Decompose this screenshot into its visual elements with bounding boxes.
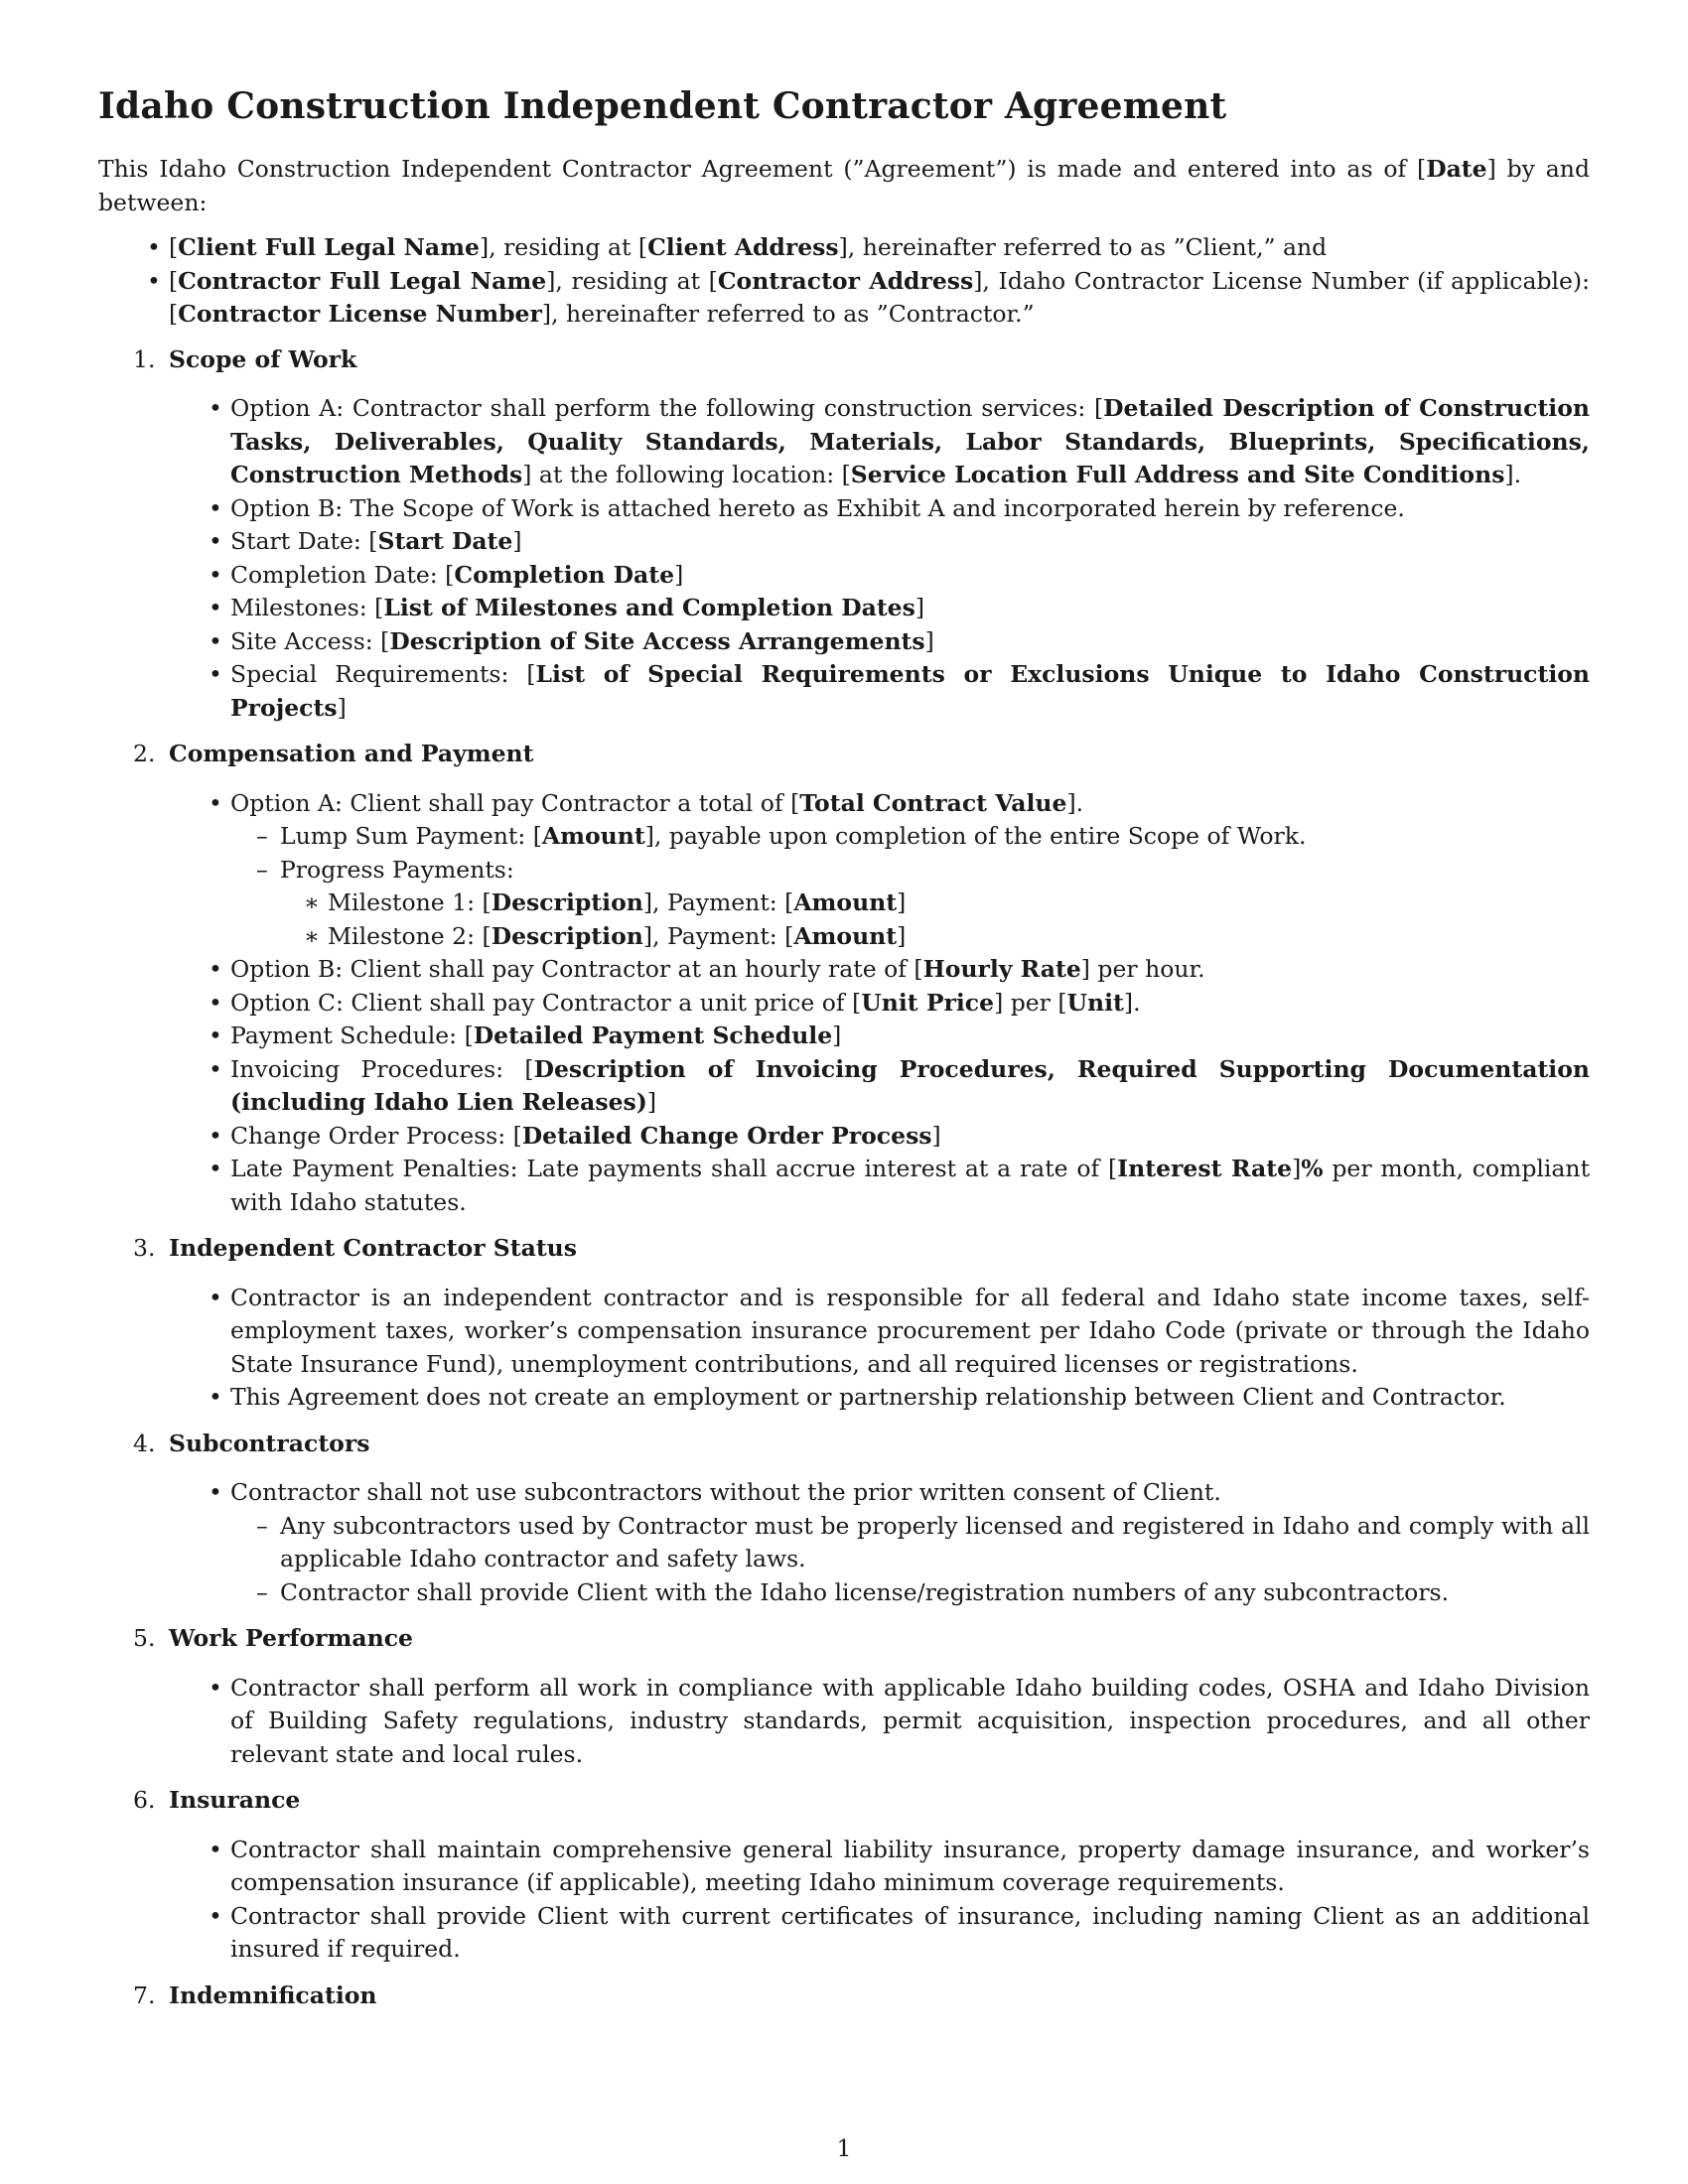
scope-option-b: • Option B: The Scope of Work is attached hereto as Exhibit A and incorporated herein by reference. [230, 492, 1590, 526]
change-order-item: • Change Order Process: [Detailed Change Order Process] [230, 1120, 1590, 1154]
placeholder: Total Contract Value [799, 788, 1067, 817]
section-work-performance [133, 1622, 1590, 1771]
section-scope-of-work [133, 343, 1591, 726]
placeholder: List of Special Requirements or Exclusions Unique to Idaho Construction Projects [230, 660, 1591, 722]
section-title: Compensation and Payment [169, 740, 534, 767]
placeholder: Description [491, 888, 643, 916]
party-client: • [Client Full Legal Name], residing at [Client Address], hereinafter referred to as ”Client,” and [169, 231, 1590, 265]
placeholder: Amount [793, 921, 898, 950]
percent-sign: % [1301, 1155, 1324, 1182]
document-title: Idaho Construction Independent Contractor Agreement [98, 85, 1227, 127]
placeholder: Description [491, 921, 643, 950]
list-item: • Contractor shall provide Client with current certificates of insurance, including naming Client as an additional insured if required. [230, 1900, 1590, 1967]
milestone-1-item: ∗ Milestone 1: [Description], Payment: [Amount] [328, 887, 1590, 920]
start-date-item: • Start Date: [Start Date] [230, 525, 1590, 559]
status-items [169, 1282, 1590, 1415]
intro-paragraph: This Idaho Construction Independent Contractor Agreement (”Agreement”) is made and entered into as of [Date] by and between: [98, 155, 1590, 216]
list-item: • This Agreement does not create an employment or partnership relationship between Client and Contractor. [230, 1381, 1590, 1415]
special-requirements-item: • Special Requirements: [List of Special Requirements or Exclusions Unique to Idaho Construction Projects] [230, 658, 1590, 725]
sections-list [98, 343, 1590, 2013]
section-insurance [133, 1784, 1590, 1967]
lump-sum-item: – Lump Sum Payment: [Amount], payable upon completion of the entire Scope of Work. [280, 820, 1590, 854]
milestone-payments [280, 887, 1590, 953]
document-page [98, 85, 1590, 2028]
contractor-license-placeholder: Contractor License Number [178, 300, 542, 328]
placeholder: Detailed Payment Schedule [473, 1022, 833, 1049]
placeholder: Description of Invoicing Procedures, Required Supporting Documentation (including Idaho Lien Releases) [230, 1054, 1590, 1116]
milestone-2-item: ∗ Milestone 2: [Description], Payment: [Amount] [328, 920, 1590, 954]
page-number: 1 [836, 2134, 852, 2162]
list-item: • Contractor is an independent contractor and is responsible for all federal and Idaho state income taxes, self-employment taxes, worker’s compensation insurance procurement per Idaho Code (private or through the Idaho State Insurance Fund), unemployment contributions, and all required licenses or registrations. [230, 1282, 1590, 1382]
placeholder: Description of Site Access Arrangements [389, 626, 925, 655]
scope-option-a: • Option A: Contractor shall perform the following construction services: [Detailed Description of Construction Tasks, Deliverables, Quality Standards, Materials, Labor Standards, Blueprints, Specifications, Construction Methods] at the following location: [Service Location Full Address and Site Conditions]. [230, 392, 1590, 492]
placeholder: Interest Rate [1117, 1155, 1293, 1182]
list-item: • Contractor shall perform all work in compliance with applicable Idaho building codes, OSHA and Idaho Division of Building Safety regulations, industry standards, permit acquisition, inspection procedures, and all other relevant state and local rules. [230, 1672, 1590, 1772]
invoicing-item: • Invoicing Procedures: [Description of Invoicing Procedures, Required Supporting Documentation (including Idaho Lien Releases)] [230, 1053, 1590, 1120]
list-item: • Contractor shall maintain comprehensive general liability insurance, property damage insurance, and worker’s compensation insurance (if applicable), meeting Idaho minimum coverage requirements. [230, 1834, 1590, 1900]
section-number: 5. [133, 1624, 156, 1652]
placeholder: Detailed Description of Construction Tasks, Deliverables, Quality Standards, Materials, Labor Standards, Blueprints, Specifications, Construction Methods [230, 394, 1590, 488]
payment-schedule-item: • Payment Schedule: [Detailed Payment Schedule] [230, 1020, 1590, 1053]
late-payment-item: • Late Payment Penalties: Late payments shall accrue interest at a rate of [Interest Rate]% per month, compliant with Idaho statutes. [230, 1153, 1590, 1219]
contractor-name-placeholder: Contractor Full Legal Name [178, 266, 547, 295]
section-title: Scope of Work [169, 344, 357, 373]
compensation-option-a: • Option A: Client shall pay Contractor a total of [Total Contract Value]. – Lump Sum Payment: [Amount], payable upon completion of the entire Scope of Work. – Progress Payments: ∗ Milestone 1: [Description], Payment: [Amount] ∗ Milestone 2: [Description], Payment: [Amount] [230, 787, 1590, 954]
client-name-placeholder: Client Full Legal Name [178, 233, 480, 261]
placeholder: Unit [1066, 988, 1124, 1017]
option-a-sub-items [230, 820, 1590, 953]
completion-date-item: • Completion Date: [Completion Date] [230, 559, 1590, 593]
section-independent-contractor-status [133, 1232, 1590, 1415]
placeholder: Detailed Change Order Process [521, 1121, 932, 1150]
section-subcontractors [133, 1428, 1590, 1610]
placeholder: Amount [541, 822, 645, 850]
section-title: Independent Contractor Status [169, 1234, 577, 1262]
section-number: 7. [133, 1980, 156, 2009]
date-placeholder: Date [1426, 155, 1487, 183]
progress-payments-item: – Progress Payments: ∗ Milestone 1: [Description], Payment: [Amount] ∗ Milestone 2: [Description], Payment: [Amount] [280, 854, 1590, 954]
placeholder: Completion Date [454, 560, 675, 589]
compensation-items [169, 787, 1590, 1220]
section-number: 2. [133, 740, 156, 767]
milestones-item: • Milestones: [List of Milestones and Completion Dates] [230, 592, 1590, 625]
section-number: 1. [133, 344, 156, 373]
compensation-option-c: • Option C: Client shall pay Contractor a unit price of [Unit Price] per [Unit]. [230, 987, 1590, 1021]
site-access-item: • Site Access: [Description of Site Access Arrangements] [230, 625, 1590, 659]
placeholder: Service Location Full Address and Site Conditions [850, 461, 1505, 488]
compensation-option-b: • Option B: Client shall pay Contractor at an hourly rate of [Hourly Rate] per hour. [230, 953, 1590, 987]
list-item: • Contractor shall not use subcontractors without the prior written consent of Client. – Any subcontractors used by Contractor must be properly licensed and registered in Idaho and comply with all applicable Idaho contractor and safety laws. – Contractor shall provide Client with the Idaho license/registration numbers of any subcontractors. [230, 1476, 1590, 1609]
section-compensation [133, 738, 1591, 1219]
performance-items [169, 1672, 1590, 1772]
placeholder: List of Milestones and Completion Dates [383, 594, 915, 621]
parties-list [98, 231, 1590, 332]
section-title: Work Performance [169, 1624, 413, 1652]
section-number: 3. [133, 1234, 156, 1262]
placeholder: Amount [793, 888, 898, 916]
placeholder: Start Date [377, 527, 513, 555]
subcontractor-sub-items [230, 1510, 1590, 1610]
party-contractor: • [Contractor Full Legal Name], residing at [Contractor Address], Idaho Contractor License Number (if applicable): [Contractor License Number], hereinafter referred to as ”Contractor.” [169, 265, 1590, 332]
list-item: – Contractor shall provide Client with the Idaho license/registration numbers of any subcontractors. [280, 1576, 1590, 1610]
client-address-placeholder: Client Address [647, 233, 839, 261]
scope-items [169, 392, 1590, 725]
section-title: Indemnification [169, 1980, 377, 2009]
placeholder: Hourly Rate [922, 955, 1081, 983]
placeholder: Unit Price [861, 988, 995, 1017]
section-title: Subcontractors [169, 1429, 370, 1457]
section-number: 6. [133, 1786, 156, 1814]
section-number: 4. [133, 1429, 156, 1457]
contractor-address-placeholder: Contractor Address [717, 266, 974, 295]
section-title: Insurance [169, 1786, 301, 1814]
insurance-items [169, 1834, 1590, 1967]
subcontractor-items [169, 1476, 1590, 1609]
section-indemnification [133, 1979, 1590, 2013]
list-item: – Any subcontractors used by Contractor must be properly licensed and registered in Idaho and comply with all applicable Idaho contractor and safety laws. [280, 1510, 1590, 1576]
